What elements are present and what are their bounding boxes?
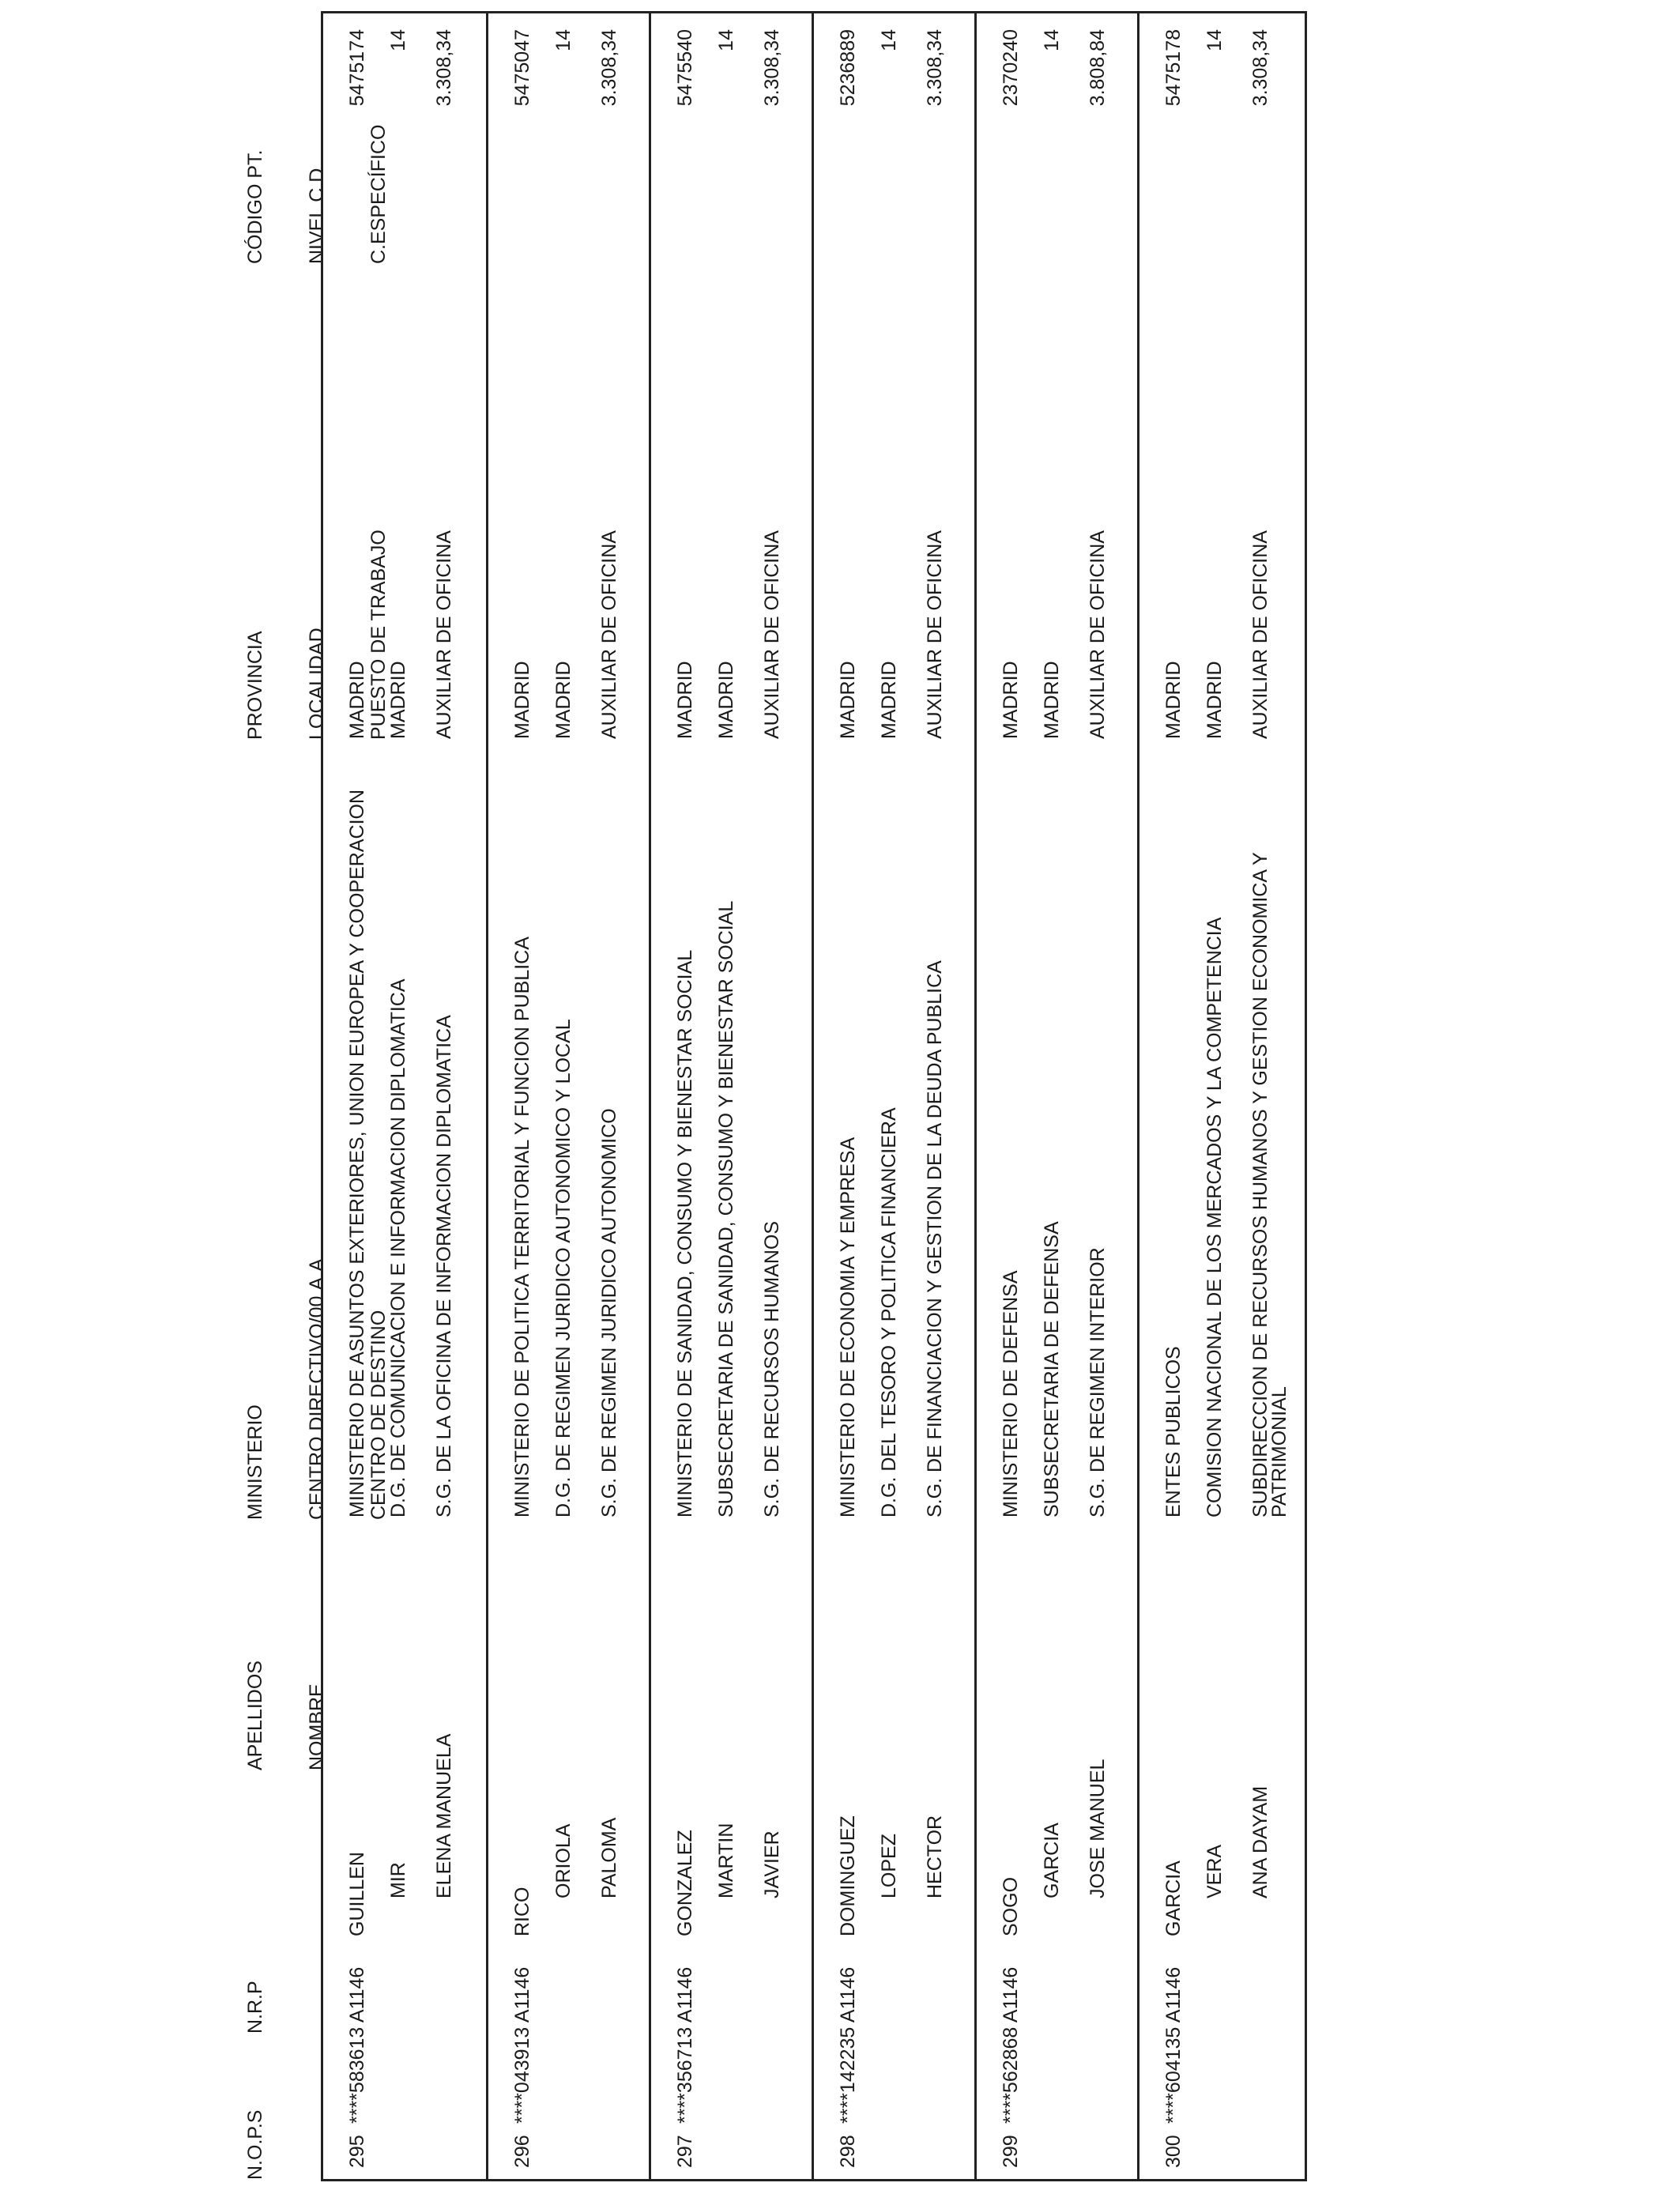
provincia-cell: MADRID [1000,661,1022,739]
nivel-cell: 14 [715,29,737,51]
centro-destino-cell: S.G. DE FINANCIACION Y GESTION DE LA DEUDA PUBLICA [924,960,946,1517]
nrp-cell: ****562868 A1146 [1000,1966,1022,2124]
header-nops-label: N.O.P.S [244,2109,266,2180]
header-nombre-label: NOMBRE [306,1683,328,1770]
table-row [649,13,812,2179]
nombre-cell: ANA DAYAM [1249,1785,1271,1898]
records-table [321,11,1307,2181]
ministerio-cell: MINISTERIO DE ECONOMIA Y EMPRESA [837,1137,859,1517]
centro-destino-continuation-cell: PATRIMONIAL [1268,1386,1290,1517]
especifico-cell: 3.808,84 [1087,29,1109,107]
nombre-cell: HECTOR [924,1815,946,1898]
ministerio-cell: ENTES PUBLICOS [1162,1346,1185,1517]
nivel-cell: 14 [552,29,574,51]
header-localidad-label: LOCALIDAD [306,628,328,740]
provincia-cell: MADRID [346,661,368,739]
provincia-cell: MADRID [837,661,859,739]
ministerio-cell: MINISTERIO DE DEFENSA [1000,1270,1022,1517]
puesto-cell: AUXILIAR DE OFICINA [761,530,783,739]
puesto-cell: AUXILIAR DE OFICINA [433,530,455,739]
especifico-cell: 3.308,34 [761,29,783,107]
table-row [974,13,1137,2179]
table-row [1137,13,1300,2179]
apellido1-cell: DOMINGUEZ [837,1815,859,1936]
centro-directivo-cell: COMISION NACIONAL DE LOS MERCADOS Y LA COMPETENCIA [1203,917,1226,1517]
nombre-cell: JOSE MANUEL [1087,1759,1109,1898]
header-nops [204,2110,307,2180]
nops-cell: 297 [674,2135,696,2168]
nivel-cell: 14 [387,29,409,51]
centro-directivo-cell: SUBSECRETARIA DE SANIDAD, CONSUMO Y BIENESTAR SOCIAL [715,900,737,1517]
nombre-cell: JAVIER [761,1830,783,1898]
centro-destino-cell: S.G. DE RECURSOS HUMANOS [761,1220,783,1517]
nrp-cell: ****142235 A1146 [837,1966,859,2124]
header-centro-directivo-label: CENTRO DIRECTIVO/00.A.A [306,1258,328,1520]
header-provincia-label: PROVINCIA [244,631,266,740]
centro-destino-cell: SUBDIRECCION DE RECURSOS HUMANOS Y GESTION ECONOMICA Y [1249,852,1271,1517]
puesto-cell: AUXILIAR DE OFICINA [924,530,946,739]
nombre-cell: ELENA MANUELA [433,1733,455,1898]
nivel-cell: 14 [878,29,900,51]
ministerio-cell: MINISTERIO DE POLITICA TERRITORIAL Y FUNCION PUBLICA [511,937,533,1517]
apellido2-cell: GARCIA [1041,1823,1063,1898]
centro-destino-cell: S.G. DE REGIMEN JURIDICO AUTONOMICO [598,1108,620,1517]
especifico-cell: 3.308,34 [1249,29,1271,107]
ministerio-cell: MINISTERIO DE ASUNTOS EXTERIORES, UNION EUROPEA Y COOPERACION [346,789,368,1517]
nivel-cell: 14 [1203,29,1226,51]
apellido1-cell: SOGO [1000,1876,1022,1936]
puesto-cell: AUXILIAR DE OFICINA [598,530,620,739]
localidad-cell: MADRID [552,661,574,739]
nrp-cell: ****583613 A1146 [346,1966,368,2124]
localidad-cell: MADRID [715,661,737,739]
codigo-cell: 5475047 [511,29,533,107]
centro-directivo-cell: D.G. DE REGIMEN JURIDICO AUTONOMICO Y LOCAL [552,1019,574,1517]
centro-directivo-cell: D.G. DE COMUNICACION E INFORMACION DIPLOMATICA [387,978,409,1517]
centro-directivo-cell: D.G. DEL TESORO Y POLITICA FINANCIERA [878,1107,900,1517]
table-row [323,13,486,2179]
nops-cell: 296 [511,2135,533,2168]
apellido1-cell: GUILLEN [346,1852,368,1936]
codigo-cell: 5236889 [837,29,859,107]
header-nrp [204,1981,307,2034]
especifico-cell: 3.308,34 [598,29,620,107]
nombre-cell: PALOMA [598,1817,620,1898]
centro-destino-cell: S.G. DE REGIMEN INTERIOR [1087,1247,1109,1517]
puesto-cell: AUXILIAR DE OFICINA [1087,530,1109,739]
especifico-cell: 3.308,34 [924,29,946,107]
header-codigo-label: CÓDIGO PT. [244,149,266,264]
apellido2-cell: VERA [1203,1844,1226,1898]
provincia-cell: MADRID [1162,661,1185,739]
apellido2-cell: MIR [387,1862,409,1898]
apellido1-cell: GONZALEZ [674,1830,696,1936]
localidad-cell: MADRID [878,661,900,739]
centro-destino-cell: S.G. DE LA OFICINA DE INFORMACION DIPLOMATICA [433,1015,455,1517]
nrp-cell: ****356713 A1146 [674,1966,696,2124]
apellido2-cell: LOPEZ [878,1834,900,1898]
header-nivel-label: NIVEL C.D. [306,162,328,264]
provincia-cell: MADRID [511,661,533,739]
localidad-cell: MADRID [387,661,409,739]
header-especifico-label: C.ESPECÍFICO [367,124,390,264]
nops-cell: 295 [346,2135,368,2168]
table-row [812,13,974,2179]
header-puesto-label: PUESTO DE TRABAJO [367,530,390,740]
codigo-cell: 5475178 [1162,29,1185,107]
nops-cell: 299 [1000,2135,1022,2168]
nops-cell: 298 [837,2135,859,2168]
codigo-cell: 2370240 [1000,29,1022,107]
header-apellidos-label: APELLIDOS [244,1661,266,1770]
nrp-cell: ****043913 A1146 [511,1966,533,2124]
ministerio-cell: MINISTERIO DE SANIDAD, CONSUMO Y BIENESTAR SOCIAL [674,949,696,1517]
apellido1-cell: RICO [511,1887,533,1936]
localidad-cell: MADRID [1203,661,1226,739]
centro-directivo-cell: SUBSECRETARIA DE DEFENSA [1041,1221,1063,1517]
nivel-cell: 14 [1041,29,1063,51]
header-nrp-label: N.R.P [244,1981,266,2034]
header-ministerio-label: MINISTERIO [244,1404,266,1520]
provincia-cell: MADRID [674,661,696,739]
table-row [486,13,649,2179]
apellido2-cell: MARTIN [715,1823,737,1898]
apellido2-cell: ORIOLA [552,1823,574,1898]
nops-cell: 300 [1162,2135,1185,2168]
localidad-cell: MADRID [1041,661,1063,739]
header-centro-destino-label: CENTRO DE DESTINO [367,1310,390,1520]
nrp-cell: ****604135 A1146 [1162,1966,1185,2124]
codigo-cell: 5475174 [346,29,368,107]
codigo-cell: 5475540 [674,29,696,107]
puesto-cell: AUXILIAR DE OFICINA [1249,530,1271,739]
apellido1-cell: GARCIA [1162,1860,1185,1936]
especifico-cell: 3.308,34 [433,29,455,107]
